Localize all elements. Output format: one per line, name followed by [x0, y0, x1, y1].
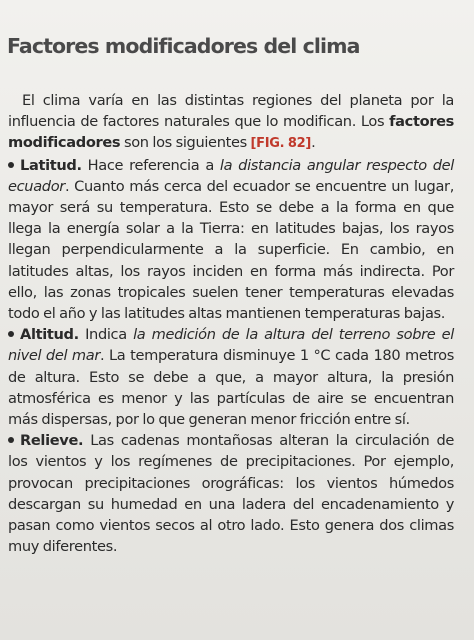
item-latitud [8, 155, 454, 325]
item-definition: la distancia angular respecto del ecuador [8, 156, 454, 195]
bullet-icon [8, 162, 14, 168]
body-text [8, 90, 454, 557]
figure-reference: [FIG. 82] [250, 136, 312, 152]
item-label: Relieve. [20, 432, 84, 450]
section-title: Factores modificadores del clima [7, 34, 360, 58]
item-definition: la medición de la altura del terreno sobre el nivel del mar [8, 326, 454, 365]
item-text: . La temperatura disminuye 1 °C cada 180 metros de altura. Esto se debe a que, a mayor altura, la presión atmosférica es menor y las partículas de aire se encuentran más dispersas, por lo que generan menor fricción entre sí. [8, 347, 454, 429]
item-altitud [8, 324, 454, 430]
item-text: Indica [78, 326, 134, 344]
item-relieve [8, 430, 454, 557]
item-text: . Cuanto más cerca del ecuador se encuentre un lugar, mayor será su temperatura. Esto se debe a la forma en que llega la energía solar a la Tierra: en latitudes bajas, los rayos llegan perpendicularmente a la superficie. En cambio, en latitudes altas, los rayos inciden en forma más indirecta. Por ello, las zonas tropicales suelen tener temperaturas elevadas todo el año y las latitudes altas mantienen temperaturas bajas. [8, 177, 454, 323]
bullet-icon [8, 437, 14, 443]
intro-paragraph [8, 90, 454, 155]
item-label: Latitud. [20, 156, 82, 174]
item-label: Altitud. [20, 326, 79, 344]
intro-end: . [311, 134, 316, 152]
bullet-icon [8, 331, 14, 337]
intro-text-2: son los siguientes [120, 134, 251, 152]
intro-text-1: El clima varía en las distintas regiones del planeta por la influencia de factores naturales que lo modifican. Los [8, 92, 454, 131]
item-text: Hace referencia a [81, 156, 220, 174]
intro-bold-term: factores modificadores [8, 113, 454, 152]
item-text: Las cadenas montañosas alteran la circulación de los vientos y los regímenes de precipitaciones. Por ejemplo, provocan precipitaciones orográficas: los vientos húmedos descargan su humedad en una ladera del encadenamiento y pasan como vientos secos al otro lado. Esto genera dos climas muy diferentes. [8, 432, 454, 556]
